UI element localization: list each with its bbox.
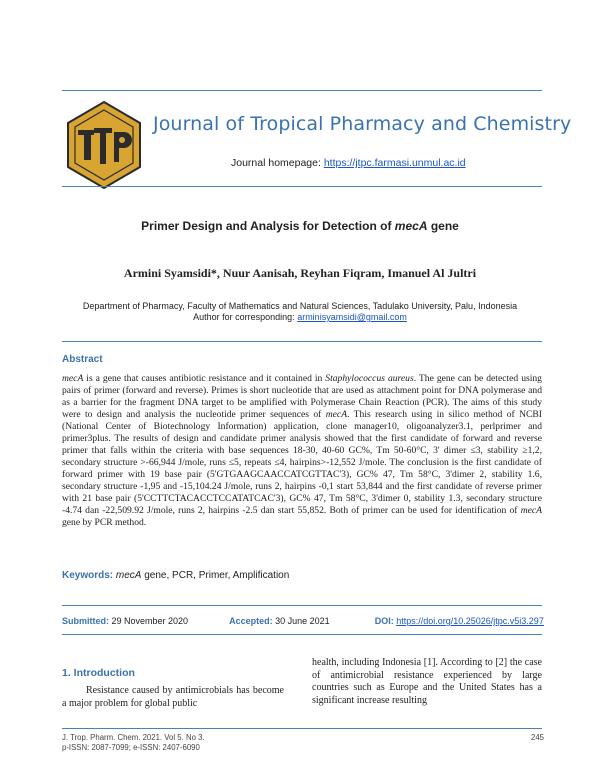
- abstract-gene: mecA: [325, 409, 348, 420]
- abstract-gene: mecA: [62, 373, 84, 384]
- article-title: [0, 219, 600, 233]
- keywords-values: gene, PCR, Primer, Amplification: [141, 570, 290, 581]
- abstract-heading: Abstract: [62, 354, 103, 365]
- abstract-part: . This research using in silico method of NCBI (National Center of Biotechnology Information) application, clone manager10, oligoanalyzer3.1, perlprimer and primer3plus. The results of design and candidate primer analysis showed that the first candidate of forward and reverse primer that falls within the criteria with base sequences 18-30, 40-60 GC%, Tm 50-60°C, 3' dimer ≤3, stability ≥1,2, secondary structure >-66,944 J/mole, runs ≤5, repeats ≤4, hairpins>-12,552 J/mole. The conclusion is the first candidate of forward primer with 19 base pair (5'GTGAAGCAACCATCGTTAC'3), GC% 47, Tm 58°C, 3'dimer 2, stability 1.6, secondary structure -1,95 and -15,104.24 J/mole, runs 2, hairpins -0,1 start 53,844 and the first candidate of reverse primer with 21 base pair (5'CCTTCTACACCTCCATATCAC'3), GC% 47, Tm 58°C, 3'dimer 0, stability 1.3, secondary structure -4.74 dan -22,509.92 J/mole, runs 2, hairpins -2.5 dan start 55,852. Both of primer can be used for identification of: [62, 409, 542, 516]
- intro-right-column: health, including Indonesia [1]. According to [2] the case of antimicrobial resistance experienced by large countries such as Europe and the United States has a significant increase resulting: [312, 657, 542, 706]
- title-part: Primer Design and Analysis for Detection of: [141, 219, 395, 233]
- abstract-species: Staphylococcus aureus: [325, 373, 414, 384]
- dates-bottom-rule: [62, 634, 542, 635]
- footer-rule: [62, 728, 542, 729]
- introduction-heading: 1. Introduction: [62, 667, 135, 679]
- abstract-top-rule: [62, 341, 542, 342]
- keyword-gene: mecA: [115, 570, 142, 581]
- corresponding-author: [0, 312, 600, 323]
- corresponding-email-link[interactable]: arminisyamsidi@gmail.com: [297, 312, 407, 322]
- header-top-rule: [62, 90, 542, 91]
- accepted-date: 30 June 2021: [272, 616, 330, 626]
- intro-left-column: [62, 685, 284, 710]
- keywords-label: Keywords:: [62, 570, 114, 581]
- keywords-line: [62, 570, 289, 581]
- intro-left-text: Resistance caused by antimicrobials has become a major problem for global public: [62, 685, 284, 709]
- homepage-label: Journal homepage:: [231, 157, 324, 169]
- header-bottom-rule: [62, 186, 542, 187]
- abstract-part: . The gene can be detected using pairs of primer (forward and reverse). Primes is short nucleotide that are used as attachment point for DNA polymerase and as a barrier for the fragment DNA target to be amplified with Polymerase Chain Reaction (PCR). The aims of this study were to design and analysis the nucleotide primer sequences of: [62, 373, 542, 420]
- author-list: Armini Syamsidi*, Nuur Aanisah, Reyhan Fiqram, Imanuel Al Jultri: [123, 266, 477, 280]
- homepage-link[interactable]: https://jtpc.farmasi.unmul.ac.id: [323, 157, 466, 169]
- abstract-text: [62, 373, 542, 529]
- issn-line: p-ISSN: 2087-7099; e-ISSN: 2407-6090: [62, 743, 200, 752]
- submitted-label: Submitted:: [62, 616, 109, 626]
- abstract-gene: mecA: [520, 505, 542, 516]
- citation-line: J. Trop. Pharm. Chem. 2021. Vol 5. No 3.: [62, 733, 205, 742]
- doi-label: DOI:: [374, 616, 394, 626]
- submitted-date: 29 November 2020: [109, 616, 189, 626]
- article-dates: [62, 616, 542, 626]
- affiliation-block: [0, 301, 600, 323]
- journal-title: Journal of Tropical Pharmacy and Chemistry: [153, 113, 572, 135]
- title-part-end: gene: [427, 219, 459, 233]
- journal-logo: [64, 100, 144, 190]
- accepted-label: Accepted:: [229, 616, 273, 626]
- footer-citation: [62, 733, 205, 753]
- affiliation: Department of Pharmacy, Faculty of Mathematics and Natural Sciences, Tadulako University, Palu, Indonesia: [82, 301, 518, 311]
- dates-top-rule: [62, 605, 542, 606]
- abstract-part: gene by PCR method.: [62, 517, 147, 528]
- doi-link[interactable]: https://doi.org/10.25026/jtpc.v5i3.297: [396, 616, 544, 626]
- title-gene: mecA: [394, 219, 428, 233]
- journal-homepage: [231, 157, 466, 169]
- abstract-part: is a gene that causes antibiotic resistance and it contained in: [83, 373, 326, 384]
- page-number: 245: [531, 733, 545, 742]
- corresponding-label: Author for corresponding:: [193, 312, 298, 322]
